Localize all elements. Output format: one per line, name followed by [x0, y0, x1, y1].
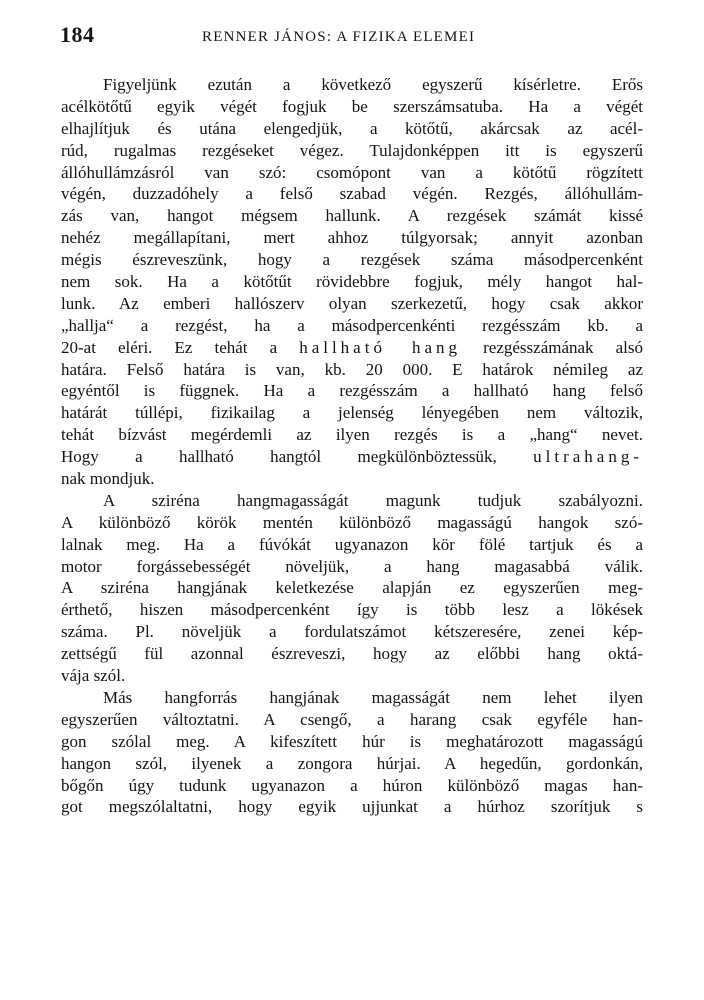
text-line: motor forgássebességét növeljük, a hang magasabbá válik.	[61, 556, 643, 576]
text-fragment: Hogy a hallható hangtól megkülönböztessük,	[61, 447, 534, 467]
paragraph-3	[61, 687, 643, 818]
page-header	[60, 22, 650, 52]
text-line: határát túllépi, fizikailag a jelenség lényegében nem változik,	[61, 403, 643, 423]
body-text	[61, 74, 643, 818]
paragraph-2	[61, 490, 643, 687]
text-line: acélkötőtű egyik végét fogjuk be szerszámsatuba. Ha a végét	[61, 96, 643, 116]
text-fragment: 20-at eléri. Ez tehát a	[61, 337, 300, 357]
text-line-spaced-term	[61, 337, 643, 359]
text-line: A különböző körök mentén különböző magasságú hangok szó-	[61, 512, 643, 532]
text-line: érthető, hiszen másodpercenként így is több lesz a lökések	[61, 600, 643, 620]
spaced-term-ultrahang: ultrahang-	[533, 447, 643, 467]
text-fragment: rezgésszámának alsó	[461, 337, 643, 357]
text-line: állóhullámzásról van szó: csomópont van a kötőtű rögzített	[61, 162, 643, 182]
text-line: száma. Pl. növeljük a fordulatszámot kétszeresére, zenei kép-	[61, 622, 643, 642]
text-line: got megszólaltatni, hogy egyik ujjunkat a húrhoz szorítjuk s	[61, 797, 643, 817]
text-line: Figyeljünk ezután a következő egyszerű kísérletre. Erős	[103, 75, 643, 94]
text-line: vája szól.	[61, 666, 126, 686]
text-line: elhajlítjuk és utána elengedjük, a kötőtű, akárcsak az acél-	[61, 118, 643, 138]
text-line: rúd, rugalmas rezgéseket végez. Tulajdonképpen itt is egyszerű	[61, 140, 643, 160]
text-line: hangon szól, ilyenek a zongora húrjai. A hegedűn, gordonkán,	[61, 753, 643, 773]
page-number: 184	[60, 22, 95, 47]
text-line: egyszerűen változtatni. A csengő, a harang csak egyféle han-	[61, 709, 643, 729]
text-line: lunk. Az emberi hallószerv olyan szerkezetű, hogy csak akkor	[61, 293, 643, 313]
paragraph-1	[61, 74, 643, 490]
text-line: mégis észreveszünk, hogy a rezgések száma másodpercenként	[61, 250, 643, 270]
running-title: RENNER JÁNOS: A FIZIKA ELEMEI	[202, 29, 476, 45]
text-line: gon szólal meg. A kifeszített húr is meghatározott magasságú	[61, 731, 643, 751]
text-line: nem sok. Ha a kötőtűt rövidebbre fogjuk, mély hangot hal-	[61, 272, 643, 292]
text-line: nak mondjuk.	[61, 469, 155, 489]
text-line: nehéz megállapítani, mert ahhoz túlgyorsak; annyit azonban	[61, 228, 643, 248]
text-line: határa. Felső határa is van, kb. 20 000. E határok némileg az	[61, 359, 643, 379]
text-line: tehát bízvást megérdemli az ilyen rezgés is a „hang“ nevet.	[61, 425, 643, 445]
text-line: A sziréna hangmagasságát magunk tudjuk szabályozni.	[103, 490, 643, 510]
text-line: A sziréna hangjának keletkezése alapján ez egyszerűen meg-	[61, 578, 643, 598]
text-line: Más hangforrás hangjának magasságát nem lehet ilyen	[103, 687, 643, 707]
text-line-spaced-term	[61, 446, 643, 468]
text-line: lalnak meg. Ha a fúvókát ugyanazon kör fölé tartjuk és a	[61, 534, 643, 554]
text-line: zás van, hangot mégsem hallunk. A rezgések számát kissé	[61, 206, 643, 226]
spaced-term-hallhato-hang: hallható hang	[299, 337, 462, 357]
text-line: bőgőn úgy tudunk ugyanazon a húron különböző magas han-	[61, 775, 643, 795]
text-line: zettségű fül azonnal észreveszi, hogy az előbbi hang oktá-	[61, 644, 643, 664]
text-line: „hallja“ a rezgést, ha a másodpercenkénti rezgésszám kb. a	[61, 315, 643, 335]
text-line: egyéntől is függnek. Ha a rezgésszám a hallható hang felső	[61, 381, 643, 401]
text-line: végén, duzzadóhely a felső szabad végén. Rezgés, állóhullám-	[61, 184, 643, 204]
